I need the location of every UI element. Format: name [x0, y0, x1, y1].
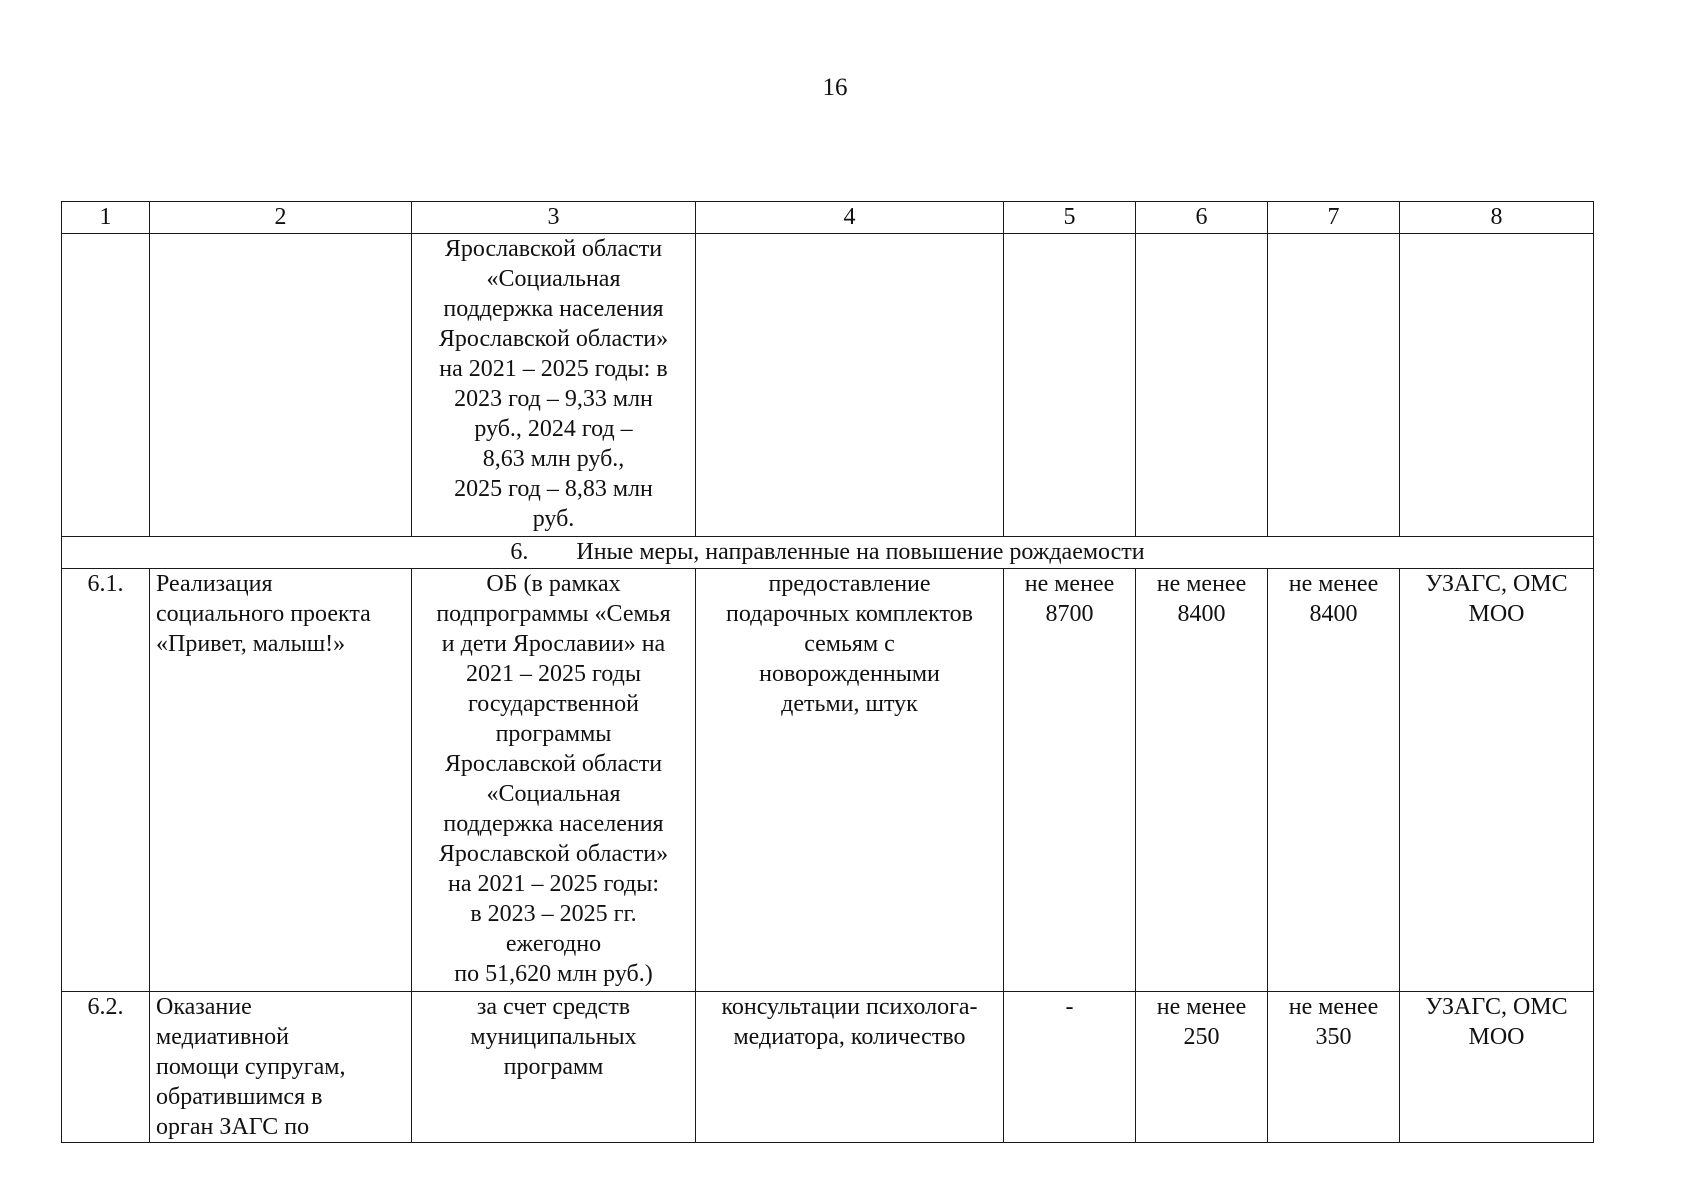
value-col-5: не менее 8700: [1004, 569, 1136, 992]
section-number: 6.: [510, 539, 529, 565]
funding-source: ОБ (в рамках подпрограммы «Семья и дети Ярославии» на 2021 – 2025 годы государственной программы Ярославской области «Социальная поддержка населения Ярославской области» на 2021 – 2025 годы: в 2023 – 2025 гг. ежегодно по 51,620 млн руб.): [412, 569, 696, 992]
column-number: 2: [150, 202, 412, 234]
column-number: 5: [1004, 202, 1136, 234]
column-number: 7: [1268, 202, 1400, 234]
empty-cell: [62, 234, 150, 537]
executor: УЗАГС, ОМС МОО: [1400, 992, 1594, 1143]
empty-cell: [150, 234, 412, 537]
continuation-row: [62, 234, 1594, 537]
row-number: 6.1.: [62, 569, 150, 992]
section-heading-row: [62, 537, 1594, 569]
column-number: 8: [1400, 202, 1594, 234]
column-number: 4: [696, 202, 1004, 234]
empty-cell: [1004, 234, 1136, 537]
empty-cell: [1268, 234, 1400, 537]
measure-name: Реализация социального проекта «Привет, малыш!»: [150, 569, 412, 992]
column-number: 3: [412, 202, 696, 234]
value-col-7: не менее 8400: [1268, 569, 1400, 992]
value-col-5: -: [1004, 992, 1136, 1143]
value-col-6: не менее 8400: [1136, 569, 1268, 992]
page-number: 16: [822, 74, 848, 101]
row-number: 6.2.: [62, 992, 150, 1143]
column-number-row: [62, 202, 1594, 234]
indicator: консультации психолога- медиатора, количество: [696, 992, 1004, 1143]
empty-cell: [696, 234, 1004, 537]
empty-cell: [1400, 234, 1594, 537]
measure-name: Оказание медиативной помощи супругам, обратившимся в орган ЗАГС по: [150, 992, 412, 1143]
measures-table: [61, 201, 1594, 1143]
section-title: Иные меры, направленные на повышение рождаемости: [576, 539, 1145, 565]
funding-source: за счет средств муниципальных программ: [412, 992, 696, 1143]
table-row: [62, 569, 1594, 992]
empty-cell: [1136, 234, 1268, 537]
column-number: 6: [1136, 202, 1268, 234]
value-col-7: не менее 350: [1268, 992, 1400, 1143]
column-number: 1: [62, 202, 150, 234]
executor: УЗАГС, ОМС МОО: [1400, 569, 1594, 992]
value-col-6: не менее 250: [1136, 992, 1268, 1143]
table-row: [62, 992, 1594, 1143]
funding-source-cell: Ярославской области «Социальная поддержка населения Ярославской области» на 2021 – 2025 годы: в 2023 год – 9,33 млн руб., 2024 год – 8,63 млн руб., 2025 год – 8,83 млн руб.: [412, 234, 696, 537]
indicator: предоставление подарочных комплектов семьям с новорожденными детьми, штук: [696, 569, 1004, 992]
section-heading: [62, 537, 1594, 569]
